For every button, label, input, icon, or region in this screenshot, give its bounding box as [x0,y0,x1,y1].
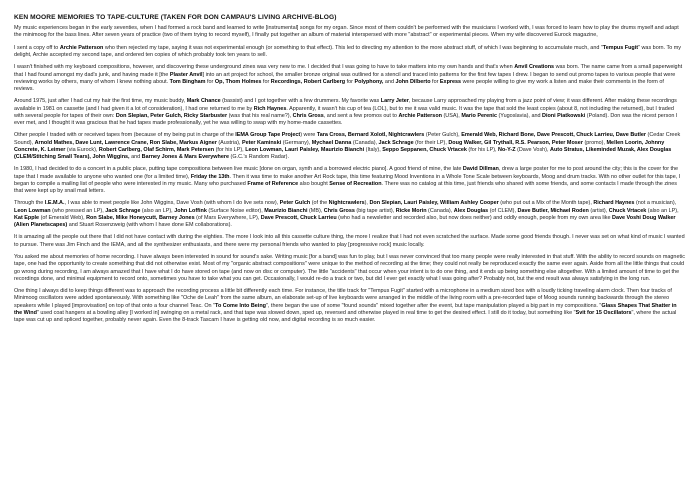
paragraph-9 [14,254,685,283]
text-run: (promo), [582,139,607,146]
bold-name: Tempus Fugit [602,44,639,51]
bold-name: Glass Shapes That Shatter in the Wind [14,302,677,316]
bold-name: Leon Lowman [14,207,51,214]
text-run: who then rejected my tape, saying it was not experimental enough (or something to that effect). This led to directing my attention to the more abstract stuff, of which I was beginning to accumulate much, and " [103,44,603,51]
text-run: (was that his real name?), [227,112,293,119]
bold-name: Nightcrawlers [328,200,365,207]
paragraph-10 [14,288,685,324]
text-run: " was born. To my delight, Archie accepted my second tape, and ordered ten copies of which probably took ten years to sell. [14,44,681,58]
text-run: ), [364,200,370,207]
bold-name: Alex Douglas [453,207,489,214]
bold-name: Maurizio Bianchi [264,207,308,214]
bold-name: Recordings, Robert Carlberg [270,78,346,85]
text-run: (not a musician), [634,200,677,207]
text-run: Around 1975, just after I had cut my hair the first time, my music buddy, [14,98,187,105]
text-run: ) were [300,132,317,139]
text-run: , because Larry approached my playing from a jazz point of view; it was different. After making these recordings available in 1981 on cassette (and I had given it a lot of consideration), I had one returned to me by [14,98,677,112]
text-run: ", there began the use of some "found sounds" mixed together after the event, but tape manipulation played a big part in my compositions. " [265,302,602,309]
text-run: (USA), [441,112,462,119]
text-run: for [261,78,271,85]
text-run: and [383,78,396,85]
bold-name: Mark Chance [186,98,221,105]
bold-name: Svit for 15 Oscillators [575,309,632,316]
text-run: (Canada), [426,207,454,214]
page-title: KEN MOORE MEMORIES TO TAPE-CULTURE (TAKEN FOR DON CAMPAU'S LIVING ARCHIVE-BLOG) [14,14,337,21]
bold-name: Seppo Seppanen, Chuck Vrtacek [382,146,467,153]
bold-name: Polyphony, [354,78,384,85]
text-run: (Yugoslavia), and [496,112,543,119]
bold-name: Dave Butler, Michael Roden [517,207,589,214]
bold-name: Dave Prescott, Chuck Larrieu [260,214,337,221]
bold-name: Peter Kaminski [241,139,282,146]
text-run: (of CLEM), [488,207,518,214]
bold-name: Express [439,78,462,85]
bold-name: Anvil Creations [514,64,555,71]
bold-name: Mychael Danna [311,139,352,146]
bold-name: Auto Stratus, Likeminded Muzak, Alex Douglas (CLEM/Stitching Small Tears), John Wiggins, [14,146,672,160]
text-run: My music experiences began in the early seventies, when I had formed a rock band and learned to write [instrumental] songs for my organ. Since most of them couldn't be performed with the musicians I worked with, I was forced to learn how to play the drums myself and adapt the minimoog for the bass lines. After seven years of practice (two of them trying to record myself), I finally put together an album of material interspersed with more "abstract" or experimental pieces. When my wife discovered Eurock magazine, [14,25,679,39]
text-run: . Apparently, it wasn't his cup of tea (LOL), but to me it was valid music. It was the tape that sold the least copies (about 8, not including the returned), but I traded with several people for tapes of their own: [14,105,674,119]
bold-name: Op, Thom Holmes [214,78,262,85]
bold-name: John Dilberto [395,78,431,85]
text-run: , drew a large poster for me to post around the city; this is the cover for the tape that I made available to anyone who wanted one (for a limited time), [14,166,679,180]
bold-name: Sense of Recreation [329,180,382,187]
bold-name: Kat Epple [14,214,40,221]
bold-name: Emerald Web, Richard Bone, Dave Prescott, Chuck Larrieu, Dave Butler [461,132,647,139]
bold-name: Dioni Piatkowski [542,112,586,119]
text-run: (Austria), [216,139,242,146]
bold-name: Dave Voshi Doug Walker (Alien Planetscapes) [14,214,676,228]
text-run: for [345,78,355,85]
text-run: (who put out a Mix of the Month tape), [498,200,594,207]
text-run: (who had a newsletter and recorded also, but now does neither) and oddly enough, people from my own area like [336,214,613,221]
text-run: (G.C.'s Random Radar). [229,153,289,160]
bold-name: Friday the 13th [190,173,230,180]
bold-name: No-Y-Z [498,146,516,153]
bold-name: Plaster Anvil [169,71,203,78]
text-run: (of Mars Everywhere, LP), [194,214,261,221]
bold-name: Don Slepian, Lauri Paisley, William Ashley Cooper [369,200,499,207]
bold-name: Richard Haynes [593,200,635,207]
bold-name: Leon Lowman, Lauri Paisley, Maurizio Bianchi [245,146,365,153]
paragraph-1 [14,25,685,39]
text-run: . There was no catalog at this time, just friends who shared with some friends, and some contacts I made through the zines that were kept up by snail mail letters. [14,180,678,194]
text-run: (also an LP), [646,207,679,214]
text-run: (Germany), [281,139,312,146]
text-run: (Dave Vosh), [515,146,551,153]
bold-name: Rich Haynes [253,105,287,112]
bold-name: Peter Gulch [279,200,311,207]
bold-name: John Loffink [174,207,207,214]
bold-name: Mario Perenic [461,112,497,119]
paragraph-5 [14,132,685,161]
text-run: was born. The name came from a small paperweight that I had found amongst my dad's junk, and having made it [the [14,64,683,78]
text-run: were people willing to give my work a listen and make their comments in the form of reviews. [14,78,664,92]
bold-name: Chuck Vrtacek [608,207,647,214]
text-run: . Then it was time to make another Art Rock tape, this time featuring Mood Inventions in a Whole Tone Scale between keyboards, Moog and drum tracks. With no other outlet for this tape, I began to compile a mailing list of people who were interested in my music. Many who purchased [14,173,681,187]
paragraph-3 [14,64,685,93]
bold-name: Archie Patterson [59,44,104,51]
text-run: I wasn't finished with my keyboard compositions, however, and discovering these underground zines was very new to me. I decided that I was going to have to take matters into my own hands and that's when [14,64,515,71]
text-run: (via Eurock), [65,146,99,153]
text-run: (for their LP), [413,139,449,146]
bold-name: To Come Into Being [215,302,266,309]
bold-name: Ron Slabe, Mike Honeycutt, Barney Jones [86,214,195,221]
bold-name: Barney Jones & Mars Everywhere [141,153,230,160]
bold-name: Robert Carlberg, Olaf Schirm, Mark Petersen [98,146,215,153]
text-run: In 1980, I had decided to do a concert in a public place, putting tape compositions between live music [done on organ, synth and a borrowed electric piano]. A good friend of mine, the late [14,166,463,173]
text-run: , and sent a few promos out to [323,112,399,119]
paragraph-6 [14,166,685,195]
text-run: (of the [310,200,329,207]
bold-name: Jack Schrage [378,139,414,146]
bold-name: Jack Schrage [105,207,141,214]
text-run: (Poland). Don was the nicest person I ever met, and I thought it was gracious that he had tapes made professionally, yet he was willing to swap with my home-made cassettes. [14,112,678,126]
text-run: (Canada), [351,139,379,146]
text-run: Other people I traded with or received tapes from (because of my being put in charge of the [14,132,236,139]
text-run: (Cedar Creek Sound), [14,132,681,146]
text-run: I sent a copy off to [14,44,60,51]
text-run: You asked me about memories of home recording. I have always been interested in sound for sound's sake. Writing music [for a band] was fun to play, but I was never convinced that too many people were really interested in that stuff. With the ability to record sounds on magnetic tape, one had the opportunity to create something that did not otherwise exist. Most of my "organic abstract compositions" were unique to the method of recording at the time; they could not really be reproduced exactly the same ever again. Aside from all the little things that could go wrong during recording, I am always amazed that I have what I do have stored on tape (and now on disc or computer). The little "accidents" that occur when your intent is to do one thing, and it ends up being something else altogether. With a limited amount of time to get the recordings done, and minimal equipment to record onto, sometimes you have to take what you can get. Occasionally, I would re-do a track or two, but did I ever get exactly what I was going after? Probably not, but the end result was always satisfying in the long run. [14,254,685,282]
text-run: (Surface Noise editor), [206,207,265,214]
bold-name: IEMA Group Tape Project [235,132,301,139]
bold-name: Chris Gross [292,112,324,119]
text-run: for [430,78,440,85]
bold-name: Mellen Loorin, Johnny Concrete, K. Leimer [14,139,665,153]
bold-name: Frame of Reference [247,180,299,187]
text-run: and [129,153,142,160]
text-run: ] into an art project for school, the smaller bronze original was outlined for a stencil and traced into patterns for the first few tapes I drew. I began to send out promo tapes to various people that were reviewing works by others, many of whom I knew nothing about. [14,71,676,85]
bold-name: Ricke Morin [395,207,427,214]
bold-name: Tara Cross, Bernard Xolotl, Nightcrawlers [316,132,425,139]
text-run: also bought [298,180,330,187]
text-run: (MB), [307,207,324,214]
bold-name: Don Slepian, Peter Gulch, Ricky Starbuster [115,112,228,119]
text-run: and Stuart Rosenzweig (with whom I have done EM collaborations). [67,221,232,228]
article-body [14,25,685,324]
bold-name: Larry Jeter [380,98,409,105]
text-run: (who pressed an LP), [50,207,106,214]
bold-name: Archie Patterson [398,112,442,119]
text-run: (Italy), [364,146,383,153]
paragraph-4 [14,98,685,127]
text-run: ", where the actual tape was cut up and spliced together, probably never again. Even the 8-track Tascam I have is getting old now, and digital recording is so much easier. [14,309,677,323]
paragraph-2 [14,45,685,59]
paragraph-7 [14,200,685,229]
bold-name: Doug Walker, Gil Trythall, R.S. Pearson, Peter Moser [448,139,583,146]
text-run: (for his LP), [214,146,246,153]
bold-name: Arnold Mathes, Dave Lunt, Lawrence Crane, Ron Slabe, Markus Aigner [34,139,217,146]
bold-name: Chris Gross [323,207,355,214]
bold-name: David Dillman [462,166,499,173]
text-run: for [205,78,215,85]
text-run: (Peter Gulch), [424,132,462,139]
text-run: (bassist) and I got together with a few drummers. My favorite was [220,98,381,105]
text-run: It is amazing all the people out there that I did not have contact with during the eighties. The more I look into all this cassette culture thing, the more I realize that I had not even scratched the surface. Made some good friends though. I never was set on what kind of music I wanted to pursue. There was Jim Finch and the IEMA, and all the synthesizer enthusiasts, and there were my personal friends who wanted to play [progressive rock] music locally. [14,234,685,248]
text-run: One thing I always did to keep things different was to approach the recording process a little bit differently each time. For instance, the title track for "Tempus Fugit" started with a microphone in a medium sized box with a loudly ticking traveling alarm clock. Then four tracks of Minimoog oscillators were added spontaneously. With something like "Oche de Leah" from the same album, an elaborate set-up of live keyboards were arranged in the middle of the living room with a pre-recorded tape of Moog sounds running backwards through the stereo speakers while I played [improvisation] on top of that onto a four channel Teac. On " [14,288,672,309]
text-run: (of Emerald Web), [39,214,87,221]
text-run: (also an LP), [140,207,175,214]
text-run: , I was able to meet people like John Wiggins, Dave Vosh (with whom I do live sets now), [64,200,280,207]
text-run: (big tape artist), [354,207,396,214]
text-run: (artist), [588,207,609,214]
paragraph-8 [14,234,685,248]
bold-name: Tom Bingham [169,78,206,85]
bold-name: I.E.M.A. [44,200,65,207]
text-run: (for his LP), [466,146,499,153]
text-run: Through the [14,200,45,207]
text-run: " used coat hangers at a bowling alley [I worked in] swinging on a metal rack, and that tape was slowed down, sped up, reversed and otherwise played in real time to get the desired effect. I still do it today, but something like " [36,309,576,316]
